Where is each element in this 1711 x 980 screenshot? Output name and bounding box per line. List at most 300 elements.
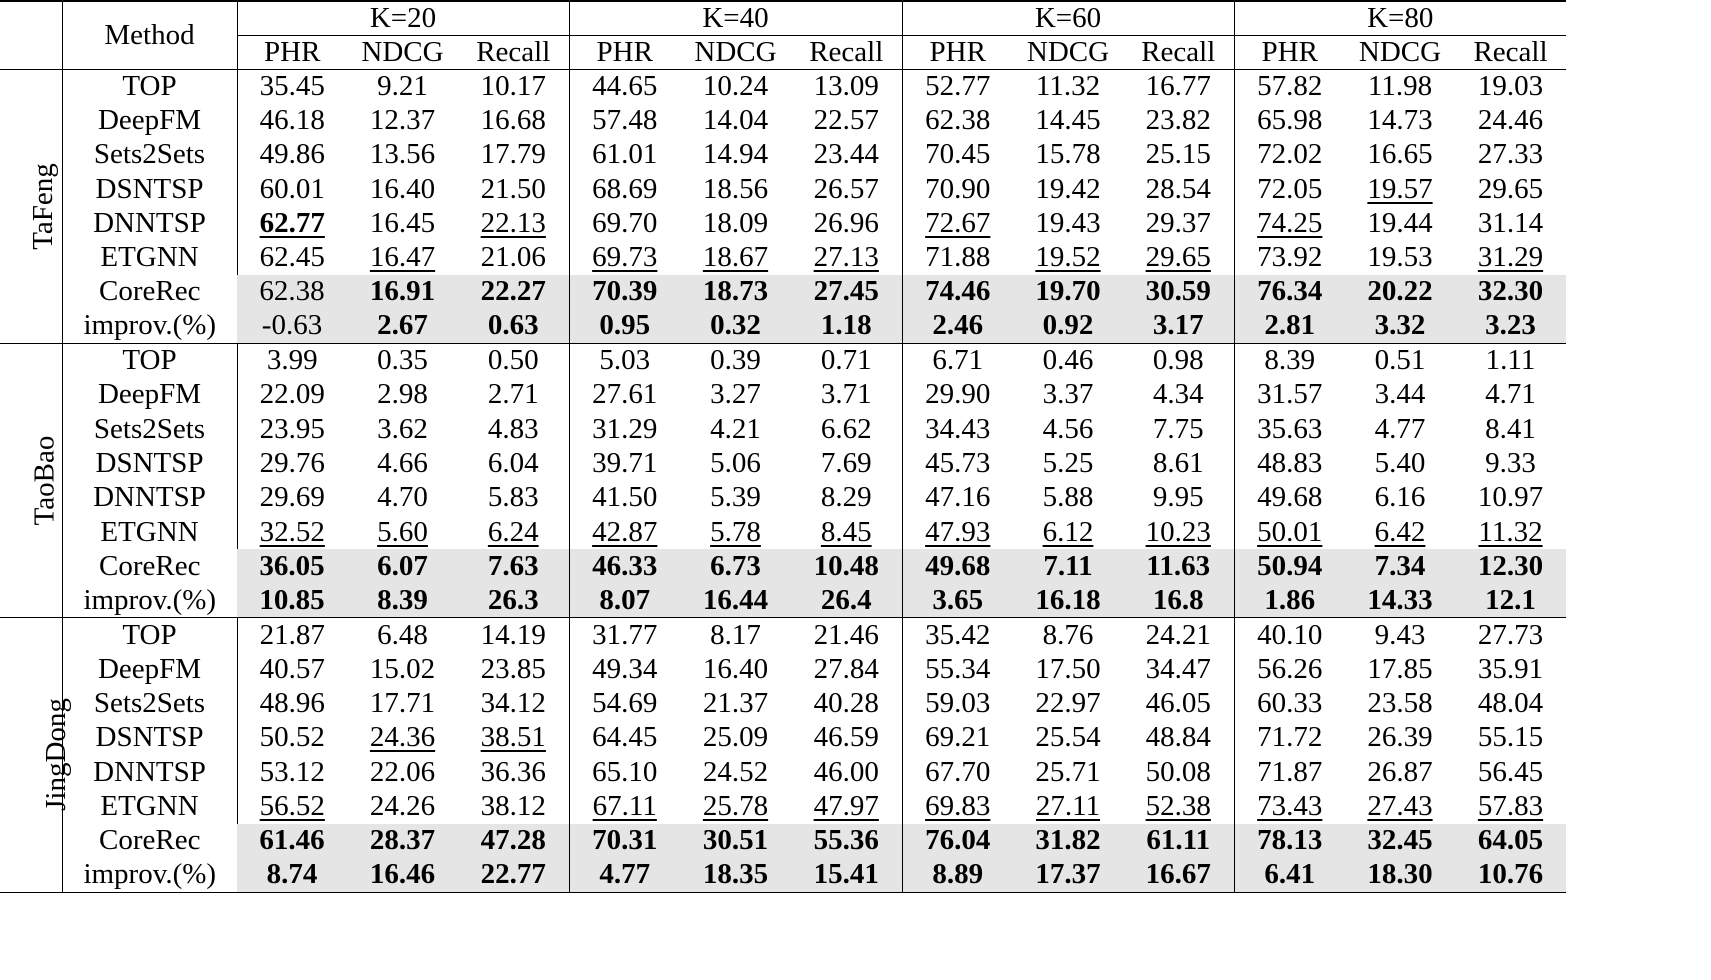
metric-header-recall: Recall <box>1123 35 1234 69</box>
value-cell <box>680 275 791 309</box>
value-cell <box>1345 309 1455 343</box>
value-text: 3.62 <box>377 412 428 445</box>
value-cell <box>902 652 1013 686</box>
value-cell <box>347 618 458 652</box>
value-cell <box>1013 481 1123 515</box>
method-name: DSNTSP <box>62 446 237 480</box>
table-row <box>0 858 1566 892</box>
value-text: 46.59 <box>813 721 879 754</box>
value-cell <box>1345 549 1455 583</box>
value-text: 22.97 <box>1035 686 1101 719</box>
value-cell <box>347 446 458 480</box>
value-text: 46.33 <box>592 549 658 582</box>
value-text: 31.77 <box>592 618 658 651</box>
value-text: 40.28 <box>813 686 879 719</box>
value-cell <box>458 618 569 652</box>
value-text: 8.74 <box>266 858 318 891</box>
value-text: 29.65 <box>1145 241 1211 274</box>
value-text: 19.03 <box>1477 69 1544 102</box>
value-text: 9.33 <box>1485 446 1536 479</box>
k-group-header-80: K=80 <box>1234 1 1566 35</box>
value-text: 0.71 <box>820 344 872 377</box>
value-text: 50.52 <box>259 721 325 754</box>
value-text: 24.52 <box>702 755 769 788</box>
value-cell <box>1013 721 1123 755</box>
value-text: 2.71 <box>487 378 539 411</box>
value-cell <box>1013 412 1123 446</box>
table-row <box>0 206 1566 240</box>
value-cell <box>791 69 902 103</box>
value-cell <box>1345 618 1455 652</box>
value-text: 16.45 <box>369 206 436 239</box>
method-name: DNNTSP <box>62 755 237 789</box>
value-text: 11.32 <box>1035 69 1101 102</box>
value-text: 18.67 <box>702 241 769 274</box>
value-text: 52.77 <box>925 69 991 102</box>
value-text: 9.43 <box>1374 618 1426 651</box>
table-body <box>0 69 1566 892</box>
value-cell <box>1234 755 1345 789</box>
value-cell <box>347 721 458 755</box>
value-cell <box>1455 789 1566 823</box>
value-cell <box>458 686 569 720</box>
value-cell <box>680 515 791 549</box>
value-cell <box>237 789 347 823</box>
table-row <box>0 446 1566 480</box>
value-text: 6.73 <box>710 549 761 582</box>
value-text: 16.40 <box>702 652 769 685</box>
value-cell <box>1234 378 1345 412</box>
value-text: 40.10 <box>1257 618 1323 651</box>
value-cell <box>791 481 902 515</box>
value-cell <box>1345 858 1455 892</box>
value-cell <box>1345 103 1455 137</box>
value-text: 7.69 <box>820 446 872 479</box>
value-text: 28.54 <box>1145 172 1211 205</box>
value-cell <box>1234 275 1345 309</box>
value-cell <box>791 583 902 617</box>
k-group-header-60: K=60 <box>902 1 1234 35</box>
value-text: 34.47 <box>1145 652 1211 685</box>
value-text: 25.54 <box>1035 721 1101 754</box>
value-text: 35.45 <box>259 69 325 102</box>
metric-header-ndcg: NDCG <box>680 35 791 69</box>
value-cell <box>791 378 902 412</box>
value-cell <box>791 755 902 789</box>
value-text: 62.45 <box>259 241 325 274</box>
method-name: DeepFM <box>62 103 237 137</box>
value-cell <box>237 515 347 549</box>
value-text: 8.45 <box>820 515 872 548</box>
value-cell <box>237 138 347 172</box>
value-cell <box>347 309 458 343</box>
value-text: 0.51 <box>1374 344 1426 377</box>
value-text: -0.63 <box>261 309 323 342</box>
value-cell <box>237 103 347 137</box>
value-cell <box>1123 378 1234 412</box>
value-text: 78.13 <box>1257 824 1323 857</box>
value-text: 16.44 <box>702 583 769 616</box>
value-text: 48.83 <box>1257 446 1323 479</box>
value-text: 70.39 <box>592 275 658 308</box>
value-text: 45.73 <box>925 446 991 479</box>
value-cell <box>458 721 569 755</box>
value-text: 19.70 <box>1035 275 1101 308</box>
value-cell <box>902 549 1013 583</box>
method-name: TOP <box>62 618 237 652</box>
value-cell <box>458 549 569 583</box>
method-name: improv.(%) <box>62 309 237 343</box>
table-row <box>0 69 1566 103</box>
table-row <box>0 549 1566 583</box>
method-name: CoreRec <box>62 549 237 583</box>
value-text: 32.45 <box>1367 824 1433 857</box>
value-text: 54.69 <box>592 686 658 719</box>
table-header <box>0 1 1566 69</box>
value-cell <box>902 515 1013 549</box>
value-cell <box>1455 858 1566 892</box>
value-cell <box>680 378 791 412</box>
value-cell <box>569 515 680 549</box>
value-cell <box>569 343 680 377</box>
method-name: improv.(%) <box>62 583 237 617</box>
value-cell <box>347 858 458 892</box>
value-text: 16.46 <box>369 858 436 891</box>
value-cell <box>569 412 680 446</box>
value-cell <box>791 549 902 583</box>
value-cell <box>902 343 1013 377</box>
value-cell <box>569 138 680 172</box>
value-text: 55.15 <box>1477 721 1544 754</box>
value-text: 21.37 <box>702 686 769 719</box>
value-cell <box>1123 103 1234 137</box>
value-text: 4.77 <box>1374 412 1426 445</box>
value-text: 10.48 <box>813 549 879 582</box>
value-cell <box>791 515 902 549</box>
value-text: 67.70 <box>925 755 991 788</box>
value-cell <box>458 378 569 412</box>
value-text: 8.76 <box>1042 618 1094 651</box>
value-text: 2.98 <box>377 378 428 411</box>
table-row <box>0 343 1566 377</box>
value-cell <box>902 686 1013 720</box>
value-cell <box>1234 206 1345 240</box>
value-cell <box>569 618 680 652</box>
value-cell <box>347 275 458 309</box>
value-cell <box>1234 515 1345 549</box>
value-text: 14.73 <box>1367 103 1433 136</box>
value-cell <box>902 309 1013 343</box>
value-cell <box>902 275 1013 309</box>
value-cell <box>569 69 680 103</box>
value-cell <box>1123 789 1234 823</box>
value-text: 57.48 <box>592 103 658 136</box>
value-text: 16.40 <box>369 172 436 205</box>
value-text: 17.71 <box>369 686 436 719</box>
value-cell <box>1455 343 1566 377</box>
table-row <box>0 103 1566 137</box>
value-cell <box>458 206 569 240</box>
value-text: 4.21 <box>710 412 761 445</box>
value-cell <box>680 138 791 172</box>
value-text: 72.02 <box>1257 138 1323 171</box>
value-text: 3.17 <box>1152 309 1204 342</box>
value-text: 26.4 <box>820 583 872 616</box>
value-cell <box>237 652 347 686</box>
value-text: 15.02 <box>369 652 436 685</box>
value-text: 5.60 <box>377 515 428 548</box>
dataset-label-cell <box>0 618 72 892</box>
value-cell <box>458 103 569 137</box>
value-text: 49.86 <box>259 138 325 171</box>
value-cell <box>458 343 569 377</box>
metric-header-recall: Recall <box>458 35 569 69</box>
value-cell <box>680 858 791 892</box>
value-text: 1.11 <box>1485 344 1536 377</box>
value-cell <box>680 755 791 789</box>
value-cell <box>1123 824 1234 858</box>
value-text: 22.06 <box>369 755 436 788</box>
value-text: 0.63 <box>487 309 539 342</box>
value-cell <box>680 652 791 686</box>
value-text: 5.40 <box>1374 446 1426 479</box>
value-cell <box>1455 686 1566 720</box>
value-text: 31.82 <box>1035 824 1101 857</box>
value-text: 27.84 <box>813 652 879 685</box>
value-cell <box>458 515 569 549</box>
value-text: 44.65 <box>592 69 658 102</box>
value-cell <box>569 240 680 274</box>
value-text: 48.96 <box>259 686 325 719</box>
value-text: 62.38 <box>259 275 325 308</box>
value-cell <box>458 583 569 617</box>
value-text: 53.12 <box>259 755 325 788</box>
value-cell <box>1455 172 1566 206</box>
value-cell <box>458 275 569 309</box>
value-text: 16.68 <box>480 103 546 136</box>
value-cell <box>237 721 347 755</box>
value-text: 22.57 <box>813 103 879 136</box>
value-text: 4.66 <box>377 446 428 479</box>
value-cell <box>1013 549 1123 583</box>
value-text: 21.46 <box>813 618 879 651</box>
method-name: DeepFM <box>62 652 237 686</box>
value-text: 18.09 <box>702 206 769 239</box>
value-cell <box>347 172 458 206</box>
value-cell <box>791 412 902 446</box>
value-text: 1.86 <box>1264 583 1316 616</box>
value-cell <box>1013 240 1123 274</box>
metric-header-recall: Recall <box>791 35 902 69</box>
value-text: 13.56 <box>369 138 436 171</box>
value-cell <box>1123 240 1234 274</box>
value-cell <box>1234 309 1345 343</box>
table-row <box>0 686 1566 720</box>
value-cell <box>347 481 458 515</box>
value-cell <box>902 172 1013 206</box>
value-cell <box>569 206 680 240</box>
value-cell <box>1234 549 1345 583</box>
value-cell <box>680 446 791 480</box>
value-text: 50.94 <box>1257 549 1323 582</box>
value-text: 68.69 <box>592 172 658 205</box>
value-cell <box>1234 412 1345 446</box>
metric-header-phr: PHR <box>237 35 347 69</box>
value-cell <box>1345 69 1455 103</box>
value-cell <box>1345 275 1455 309</box>
value-cell <box>1455 446 1566 480</box>
value-text: 10.85 <box>259 583 325 616</box>
value-text: 15.78 <box>1035 138 1101 171</box>
value-text: 46.18 <box>259 103 325 136</box>
value-cell <box>791 652 902 686</box>
value-text: 15.41 <box>813 858 879 891</box>
value-cell <box>902 446 1013 480</box>
value-text: 72.05 <box>1257 172 1323 205</box>
value-cell <box>237 275 347 309</box>
value-text: 18.56 <box>702 172 769 205</box>
value-text: 12.1 <box>1485 583 1536 616</box>
value-cell <box>347 755 458 789</box>
value-cell <box>347 378 458 412</box>
value-cell <box>237 206 347 240</box>
value-text: 18.73 <box>702 275 769 308</box>
value-text: 74.46 <box>925 275 991 308</box>
table-row <box>0 481 1566 515</box>
value-text: 38.12 <box>480 789 546 822</box>
value-text: 2.67 <box>377 309 428 342</box>
table-row <box>0 824 1566 858</box>
value-cell <box>1013 138 1123 172</box>
value-text: 35.42 <box>925 618 991 651</box>
value-text: 29.69 <box>259 481 325 514</box>
table-row <box>0 378 1566 412</box>
value-text: 41.50 <box>592 481 658 514</box>
value-cell <box>1013 206 1123 240</box>
value-cell <box>680 69 791 103</box>
dataset-label: TaoBao <box>28 435 61 526</box>
value-text: 27.11 <box>1035 789 1101 822</box>
value-text: 8.61 <box>1152 446 1204 479</box>
method-name: improv.(%) <box>62 858 237 892</box>
value-cell <box>1123 549 1234 583</box>
value-text: 7.11 <box>1043 549 1093 582</box>
value-text: 42.87 <box>592 515 658 548</box>
value-text: 19.43 <box>1035 206 1101 239</box>
value-text: 0.50 <box>487 344 539 377</box>
value-cell <box>347 138 458 172</box>
value-cell <box>1234 69 1345 103</box>
value-text: 5.88 <box>1042 481 1094 514</box>
value-cell <box>1234 138 1345 172</box>
value-text: 11.32 <box>1478 515 1543 548</box>
value-cell <box>1234 652 1345 686</box>
value-text: 8.39 <box>1264 344 1316 377</box>
value-cell <box>1013 275 1123 309</box>
value-text: 62.38 <box>925 103 991 136</box>
value-cell <box>1123 618 1234 652</box>
value-text: 29.90 <box>925 378 991 411</box>
value-cell <box>902 69 1013 103</box>
value-text: 70.90 <box>925 172 991 205</box>
value-cell <box>1345 412 1455 446</box>
metric-header-ndcg: NDCG <box>1013 35 1123 69</box>
value-text: 50.08 <box>1145 755 1211 788</box>
value-cell <box>1013 583 1123 617</box>
value-cell <box>1455 618 1566 652</box>
value-text: 69.70 <box>592 206 658 239</box>
value-cell <box>1013 686 1123 720</box>
value-text: 10.24 <box>702 69 769 102</box>
value-text: 64.45 <box>592 721 658 754</box>
value-cell <box>1455 275 1566 309</box>
value-cell <box>1234 103 1345 137</box>
value-cell <box>902 412 1013 446</box>
value-cell <box>1234 824 1345 858</box>
value-text: 11.63 <box>1146 549 1211 582</box>
value-text: 0.98 <box>1152 344 1204 377</box>
value-text: 21.50 <box>480 172 546 205</box>
value-cell <box>1013 618 1123 652</box>
value-cell <box>902 824 1013 858</box>
value-text: 6.16 <box>1374 481 1426 514</box>
value-text: 14.45 <box>1035 103 1101 136</box>
value-cell <box>1234 481 1345 515</box>
value-cell <box>1013 858 1123 892</box>
table-row <box>0 515 1566 549</box>
value-text: 14.33 <box>1367 583 1433 616</box>
value-cell <box>1234 686 1345 720</box>
value-text: 5.39 <box>710 481 761 514</box>
value-text: 18.35 <box>702 858 769 891</box>
value-cell <box>347 789 458 823</box>
table-row <box>0 583 1566 617</box>
method-name: DNNTSP <box>62 481 237 515</box>
method-name: CoreRec <box>62 824 237 858</box>
value-cell <box>1455 309 1566 343</box>
value-text: 10.17 <box>480 69 546 102</box>
value-text: 0.32 <box>710 309 761 342</box>
value-cell <box>680 481 791 515</box>
value-text: 73.92 <box>1257 241 1323 274</box>
table-row <box>0 240 1566 274</box>
value-text: 10.97 <box>1477 481 1544 514</box>
value-cell <box>791 618 902 652</box>
value-text: 6.07 <box>377 549 428 582</box>
header-row-k <box>0 1 1566 35</box>
value-text: 47.97 <box>813 789 879 822</box>
value-text: 16.47 <box>369 241 436 274</box>
value-cell <box>1123 412 1234 446</box>
value-cell <box>1455 721 1566 755</box>
value-cell <box>569 446 680 480</box>
value-text: 24.46 <box>1477 103 1544 136</box>
value-text: 10.23 <box>1145 515 1211 548</box>
value-text: 29.65 <box>1477 172 1544 205</box>
value-cell <box>569 824 680 858</box>
value-text: 2.46 <box>932 309 984 342</box>
value-text: 31.57 <box>1257 378 1323 411</box>
value-cell <box>569 583 680 617</box>
value-cell <box>1345 652 1455 686</box>
value-text: 5.78 <box>710 515 761 548</box>
value-cell <box>1123 206 1234 240</box>
value-text: 71.88 <box>925 241 991 274</box>
value-text: 25.71 <box>1035 755 1101 788</box>
value-text: 39.71 <box>592 446 658 479</box>
value-cell <box>791 309 902 343</box>
value-text: 4.56 <box>1042 412 1094 445</box>
